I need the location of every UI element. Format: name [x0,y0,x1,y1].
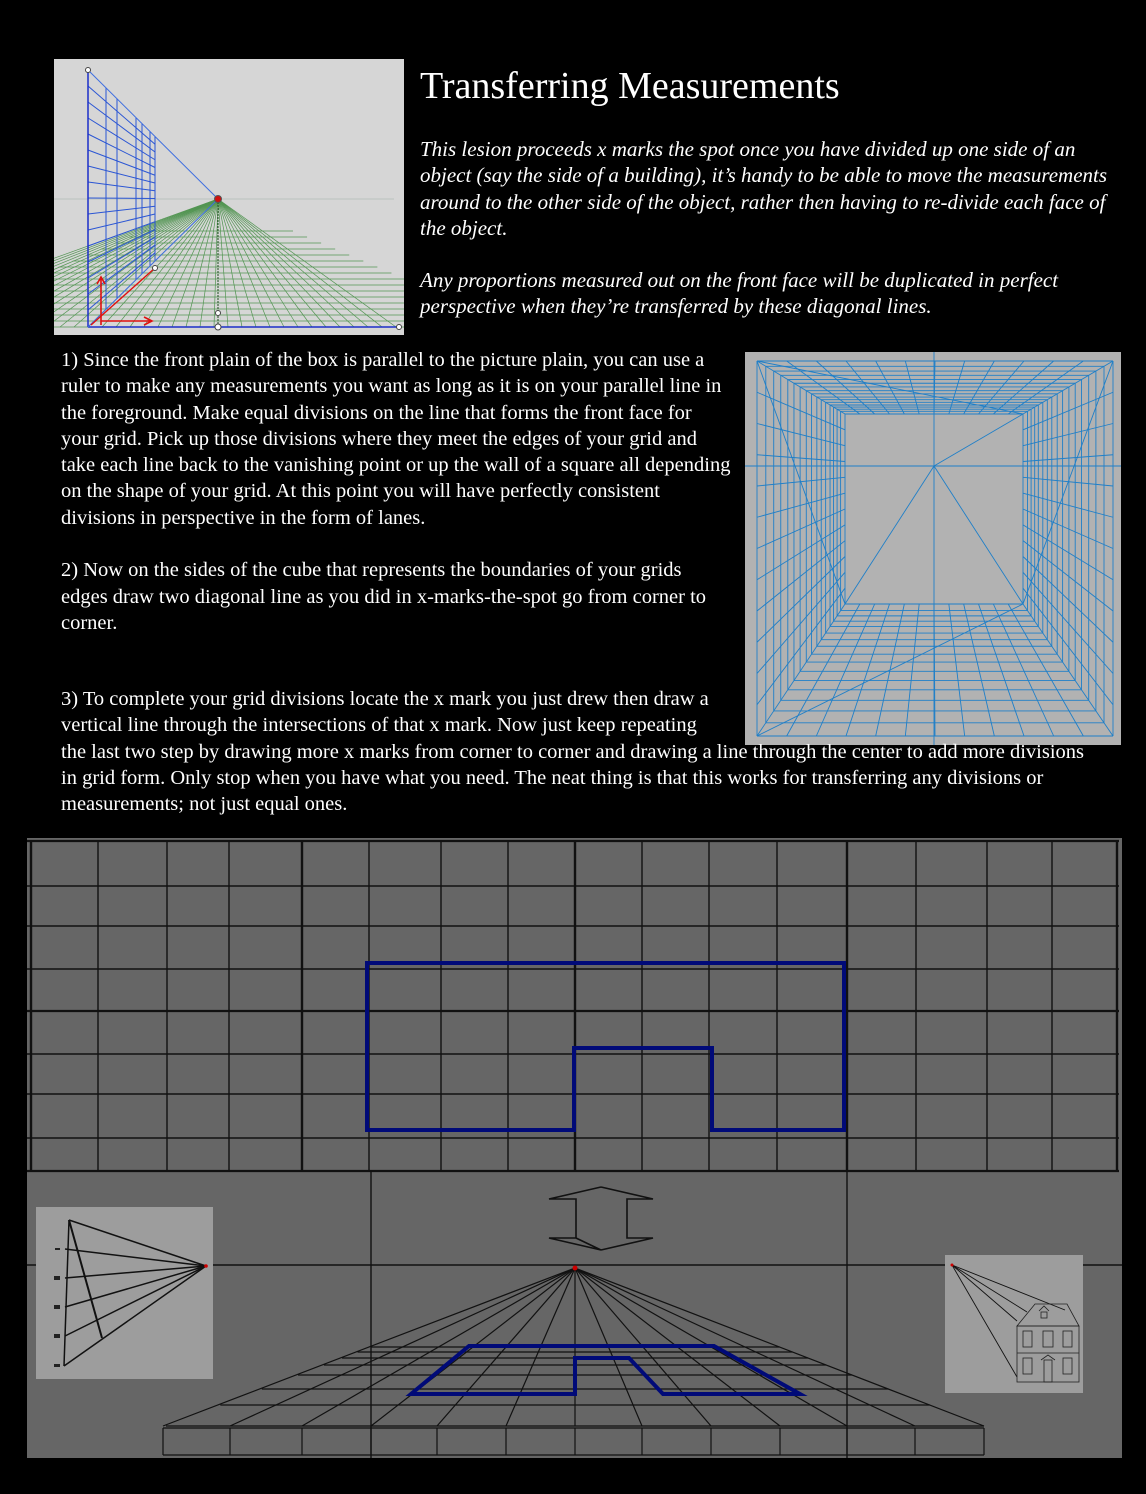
page-title: Transferring Measurements [420,65,840,107]
step-2: 2) Now on the sides of the cube that represents the boundaries of your grids edges draw two diagonal line as you did in x-marks-the-spot go from corner to corner. [61,559,707,634]
up-down-arrow-icon [549,1187,653,1250]
house-inset [945,1255,1083,1393]
handle-mid [153,266,158,271]
scale-transfer-inset [36,1207,213,1379]
perspective-wall-svg [54,59,404,335]
vanishing-point-marker [215,196,222,203]
intro-paragraph: Any proportions measured out on the front face will be duplicated in perfect perspective when they’re transferred by these diagonal lines. [420,268,1059,319]
handle-bottom [215,324,221,330]
intro-paragraph: This lesion proceeds x marks the spot once you have divided up one side of an object (say the side of a building), it’s handy to be able to move the measurements around to the other side of the object, rather then having to re-divide each face of the object. [420,137,1108,240]
perspective-wall-diagram [54,59,404,335]
handle-low [216,311,221,316]
flat-shape-outline [367,963,844,1130]
axis-arrows-icon [97,277,152,325]
perspective-shape-outline [411,1346,800,1394]
handle-top [86,68,91,73]
step-1: 1) Since the front plain of the box is parallel to the picture plain, you can use a ruler to make any measurements you want as long as it is on your parallel line in the foreground. Make equal divisions on the line that forms the front face for your grid. Pick up those divisions where they meet the edges of your grid and take each line back to the vanishing point or up the wall of a square all depending on the shape of your grid. At this point you will have perfectly consistent divisions in perspective in the form of lanes. [61,349,731,529]
grid-transfer-diagram [27,838,1122,1458]
grid-transfer-svg [27,838,1122,1458]
handle-right [397,325,402,330]
step-3-text: 3) To complete your grid divisions locate the x mark you just drew then draw a vertical line through the intersections of that x mark. Now just keep repeating the last two step by drawing more x marks from corner to corner and drawing a line through the center to add more divisions in grid form. Only stop when you have what you need. The neat thing is that this works for transferring any divisions or measurements; not just equal ones. [61,688,1085,816]
intro-text [420,136,1110,346]
step-3-container [61,686,1101,817]
vanishing-point-marker [573,1266,578,1271]
steps-text [61,347,1101,663]
